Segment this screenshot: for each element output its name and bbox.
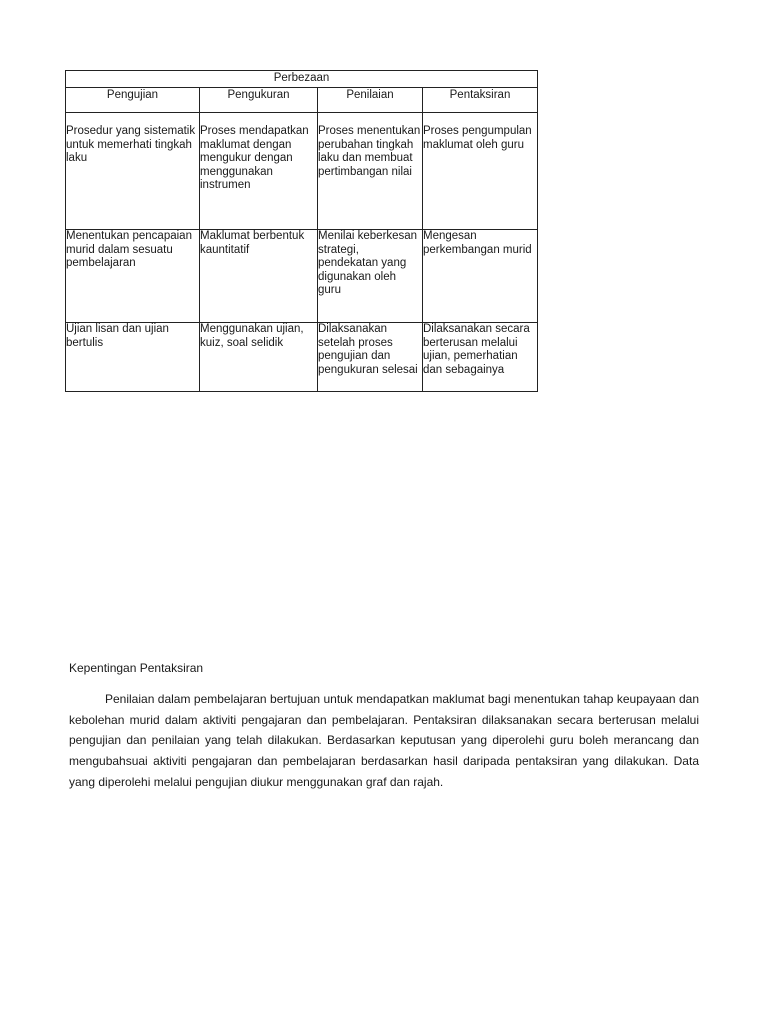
table-header-row (66, 88, 538, 113)
table-cell: Proses pengumpulan maklumat oleh guru (423, 113, 538, 230)
table-cell: Proses menentukan perubahan tingkah laku dan membuat pertimbangan nilai (318, 113, 423, 230)
table-cell: Dilaksanakan setelah proses pengujian dan pengukuran selesai (318, 323, 423, 392)
table-title-row (66, 71, 538, 88)
column-header: Pengujian (66, 88, 200, 113)
table-cell: Mengesan perkembangan murid (423, 230, 538, 323)
column-header: Pengukuran (200, 88, 318, 113)
importance-section (69, 660, 699, 793)
table-row (66, 323, 538, 392)
table-cell: Prosedur yang sistematik untuk memerhati tingkah laku (66, 113, 200, 230)
table-cell: Maklumat berbentuk kauntitatif (200, 230, 318, 323)
comparison-table (65, 70, 538, 392)
table-cell: Ujian lisan dan ujian bertulis (66, 323, 200, 392)
table-row (66, 113, 538, 230)
column-header: Penilaian (318, 88, 423, 113)
table-cell: Proses mendapatkan maklumat dengan mengukur dengan menggunakan instrumen (200, 113, 318, 230)
column-header: Pentaksiran (423, 88, 538, 113)
table-cell: Menentukan pencapaian murid dalam sesuatu pembelajaran (66, 230, 200, 323)
table-cell: Menilai keberkesan strategi, pendekatan yang digunakan oleh guru (318, 230, 423, 323)
table-cell: Menggunakan ujian, kuiz, soal selidik (200, 323, 318, 392)
section-heading: Kepentingan Pentaksiran (69, 661, 204, 675)
section-paragraph: Penilaian dalam pembelajaran bertujuan untuk mendapatkan maklumat bagi menentukan tahap keupayaan dan kebolehan murid dalam aktiviti pengajaran dan pembelajaran. Pentaksiran dilaksanakan secara berterusan melalui pengujian dan penilaian yang telah dilakukan. Berdasarkan keputusan yang diperolehi guru boleh merancang dan mengubahsuai aktiviti pengajaran dan pembelajaran berdasarkan hasil daripada pentaksiran yang dilakukan. Data yang diperolehi melalui pengujian diukur menggunakan graf dan rajah. (69, 692, 699, 789)
table-title: Perbezaan (66, 71, 538, 88)
table-row (66, 230, 538, 323)
table-cell: Dilaksanakan secara berterusan melalui ujian, pemerhatian dan sebagainya (423, 323, 538, 392)
